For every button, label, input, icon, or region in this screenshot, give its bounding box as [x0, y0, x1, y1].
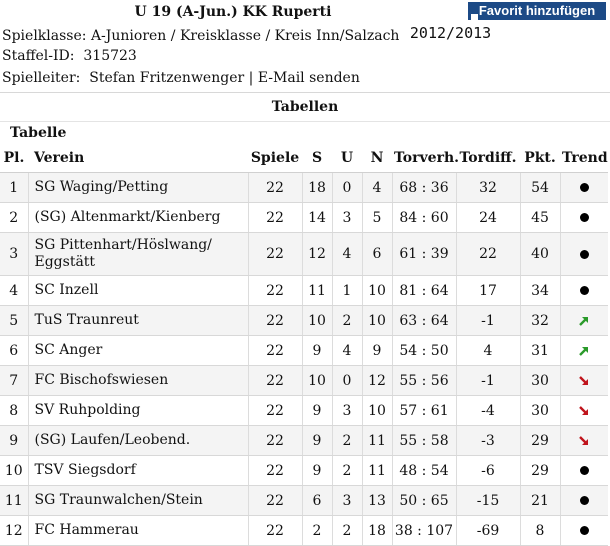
cell-spiele: 22 — [248, 173, 302, 203]
table-row — [0, 276, 608, 306]
cell-pkt: 31 — [520, 336, 560, 366]
cell-spiele: 22 — [248, 396, 302, 426]
cell-verein: SG Pittenhart/Höslwang/ Eggstätt — [28, 233, 248, 276]
cell-trend — [560, 426, 608, 456]
trend-same-icon — [580, 286, 589, 295]
cell-pkt: 30 — [520, 366, 560, 396]
cell-torverh: 68 : 36 — [392, 173, 456, 203]
cell-n: 5 — [362, 203, 392, 233]
cell-s: 9 — [302, 426, 332, 456]
cell-pl: 2 — [0, 203, 28, 233]
staffel-label: Staffel-ID: — [2, 48, 75, 64]
cell-s: 9 — [302, 456, 332, 486]
col-header-s: S — [302, 144, 332, 173]
cell-spiele: 22 — [248, 516, 302, 546]
cell-verein: FC Hammerau — [28, 516, 248, 546]
cell-n: 9 — [362, 336, 392, 366]
cell-torverh: 48 : 54 — [392, 456, 456, 486]
table-row — [0, 233, 608, 276]
cell-tordiff: 24 — [456, 203, 520, 233]
cell-verein: SC Inzell — [28, 276, 248, 306]
cell-pl: 9 — [0, 426, 28, 456]
cell-pkt: 29 — [520, 426, 560, 456]
cell-pkt: 54 — [520, 173, 560, 203]
cell-u: 4 — [332, 336, 362, 366]
cell-spiele: 22 — [248, 203, 302, 233]
favorite-label: Favorit hinzufügen — [478, 3, 596, 18]
table-header-row — [0, 144, 608, 173]
table-row — [0, 203, 608, 233]
cell-s: 6 — [302, 486, 332, 516]
cell-pkt: 8 — [520, 516, 560, 546]
cell-spiele: 22 — [248, 486, 302, 516]
table-row — [0, 306, 608, 336]
cell-pl: 5 — [0, 306, 28, 336]
cell-n: 10 — [362, 396, 392, 426]
standings-table — [0, 144, 608, 546]
cell-torverh: 63 : 64 — [392, 306, 456, 336]
cell-u: 2 — [332, 306, 362, 336]
cell-torverh: 61 : 39 — [392, 233, 456, 276]
cell-s: 14 — [302, 203, 332, 233]
table-row — [0, 173, 608, 203]
cell-tordiff: -3 — [456, 426, 520, 456]
cell-n: 11 — [362, 426, 392, 456]
cell-tordiff: -15 — [456, 486, 520, 516]
cell-trend — [560, 366, 608, 396]
standings-section — [0, 92, 610, 546]
cell-s: 18 — [302, 173, 332, 203]
cell-pkt: 34 — [520, 276, 560, 306]
trend-down-icon — [578, 405, 590, 417]
cell-n: 6 — [362, 233, 392, 276]
cell-torverh: 57 : 61 — [392, 396, 456, 426]
cell-verein: TSV Siegsdorf — [28, 456, 248, 486]
trend-same-icon — [580, 250, 589, 259]
col-header-u: U — [332, 144, 362, 173]
cell-s: 2 — [302, 516, 332, 546]
cell-u: 2 — [332, 516, 362, 546]
cell-pl: 6 — [0, 336, 28, 366]
cell-u: 0 — [332, 366, 362, 396]
cell-pl: 8 — [0, 396, 28, 426]
cell-torverh: 84 : 60 — [392, 203, 456, 233]
cell-s: 10 — [302, 306, 332, 336]
table-row — [0, 396, 608, 426]
cell-tordiff: 32 — [456, 173, 520, 203]
cell-u: 3 — [332, 486, 362, 516]
tabellen-heading: Tabellen — [0, 93, 610, 122]
trend-same-icon — [580, 496, 589, 505]
cell-verein: SG Waging/Petting — [28, 173, 248, 203]
cell-n: 4 — [362, 173, 392, 203]
trend-same-icon — [580, 183, 589, 192]
cell-s: 9 — [302, 396, 332, 426]
cell-verein: SV Ruhpolding — [28, 396, 248, 426]
cell-trend — [560, 173, 608, 203]
spielleiter-name: Stefan Fritzenwenger — [89, 70, 245, 86]
cell-pl: 3 — [0, 233, 28, 276]
cell-trend — [560, 203, 608, 233]
trend-down-icon — [578, 375, 590, 387]
tabelle-subheading: Tabelle — [0, 122, 610, 144]
cell-tordiff: -6 — [456, 456, 520, 486]
cell-spiele: 22 — [248, 306, 302, 336]
cell-trend — [560, 306, 608, 336]
table-row — [0, 366, 608, 396]
cell-pl: 12 — [0, 516, 28, 546]
cell-s: 10 — [302, 366, 332, 396]
cell-torverh: 81 : 64 — [392, 276, 456, 306]
cell-n: 10 — [362, 276, 392, 306]
cell-pl: 1 — [0, 173, 28, 203]
table-row — [0, 486, 608, 516]
cell-spiele: 22 — [248, 456, 302, 486]
col-header-spiele: Spiele — [248, 144, 302, 173]
cell-u: 4 — [332, 233, 362, 276]
cell-spiele: 22 — [248, 426, 302, 456]
cell-pl: 11 — [0, 486, 28, 516]
cell-trend — [560, 486, 608, 516]
cell-spiele: 22 — [248, 233, 302, 276]
cell-pkt: 45 — [520, 203, 560, 233]
trend-same-icon — [580, 526, 589, 535]
cell-u: 3 — [332, 396, 362, 426]
spielklasse-line — [2, 26, 491, 44]
spielleiter-label: Spielleiter: — [2, 70, 81, 86]
staffel-value: 315723 — [83, 48, 137, 64]
spielklasse-label: Spielklasse: — [2, 28, 87, 44]
cell-spiele: 22 — [248, 336, 302, 366]
col-header-pkt: Pkt. — [520, 144, 560, 173]
cell-u: 1 — [332, 276, 362, 306]
cell-n: 10 — [362, 306, 392, 336]
cell-pl: 10 — [0, 456, 28, 486]
cell-verein: SC Anger — [28, 336, 248, 366]
page-title: U 19 (A-Jun.) KK Ruperti — [134, 4, 332, 20]
spielklasse-value: A-Junioren / Kreisklasse / Kreis Inn/Salzach — [90, 28, 400, 44]
cell-pkt: 21 — [520, 486, 560, 516]
col-header-trend: Trend — [560, 144, 608, 173]
cell-pkt: 29 — [520, 456, 560, 486]
cell-pl: 7 — [0, 366, 28, 396]
cell-n: 18 — [362, 516, 392, 546]
cell-trend — [560, 233, 608, 276]
cell-torverh: 38 : 107 — [392, 516, 456, 546]
cell-tordiff: 4 — [456, 336, 520, 366]
cell-tordiff: 22 — [456, 233, 520, 276]
cell-torverh: 55 : 56 — [392, 366, 456, 396]
cell-pkt: 40 — [520, 233, 560, 276]
cell-spiele: 22 — [248, 276, 302, 306]
cell-tordiff: -69 — [456, 516, 520, 546]
table-row — [0, 426, 608, 456]
email-link[interactable]: E-Mail senden — [257, 70, 360, 86]
col-header-torverh: Torverh. — [392, 144, 456, 173]
trend-up-icon — [578, 345, 590, 357]
cell-n: 13 — [362, 486, 392, 516]
col-header-verein: Verein — [28, 144, 248, 173]
cell-tordiff: -4 — [456, 396, 520, 426]
cell-trend — [560, 396, 608, 426]
cell-s: 12 — [302, 233, 332, 276]
table-row — [0, 456, 608, 486]
trend-down-icon — [578, 435, 590, 447]
cell-torverh: 50 : 65 — [392, 486, 456, 516]
spielleiter-line — [2, 70, 360, 86]
col-header-pl: Pl. — [0, 144, 28, 173]
trend-same-icon — [580, 466, 589, 475]
cell-u: 0 — [332, 173, 362, 203]
cell-verein: TuS Traunreut — [28, 306, 248, 336]
cell-u: 3 — [332, 203, 362, 233]
cell-tordiff: -1 — [456, 366, 520, 396]
cell-trend — [560, 336, 608, 366]
cell-trend — [560, 276, 608, 306]
cell-verein: (SG) Laufen/Leobend. — [28, 426, 248, 456]
cell-u: 2 — [332, 426, 362, 456]
cell-pkt: 32 — [520, 306, 560, 336]
season-label: 2012/2013 — [409, 24, 492, 42]
separator: | — [248, 70, 254, 86]
cell-verein: (SG) Altenmarkt/Kienberg — [28, 203, 248, 233]
cell-pl: 4 — [0, 276, 28, 306]
cell-n: 12 — [362, 366, 392, 396]
col-header-tordiff: Tordiff. — [456, 144, 520, 173]
trend-up-icon — [578, 315, 590, 327]
cell-trend — [560, 516, 608, 546]
cell-spiele: 22 — [248, 366, 302, 396]
cell-verein: FC Bischofswiesen — [28, 366, 248, 396]
cell-torverh: 54 : 50 — [392, 336, 456, 366]
cell-s: 11 — [302, 276, 332, 306]
cell-torverh: 55 : 58 — [392, 426, 456, 456]
col-header-n: N — [362, 144, 392, 173]
cell-trend — [560, 456, 608, 486]
cell-verein: SG Traunwalchen/Stein — [28, 486, 248, 516]
cell-u: 2 — [332, 456, 362, 486]
table-row — [0, 516, 608, 546]
cell-s: 9 — [302, 336, 332, 366]
trend-same-icon — [580, 213, 589, 222]
cell-tordiff: 17 — [456, 276, 520, 306]
cell-n: 11 — [362, 456, 392, 486]
favorite-notch-icon — [471, 14, 478, 21]
cell-pkt: 30 — [520, 396, 560, 426]
cell-tordiff: -1 — [456, 306, 520, 336]
table-row — [0, 336, 608, 366]
staffel-line — [2, 48, 137, 64]
favorite-add-button[interactable] — [468, 2, 606, 20]
